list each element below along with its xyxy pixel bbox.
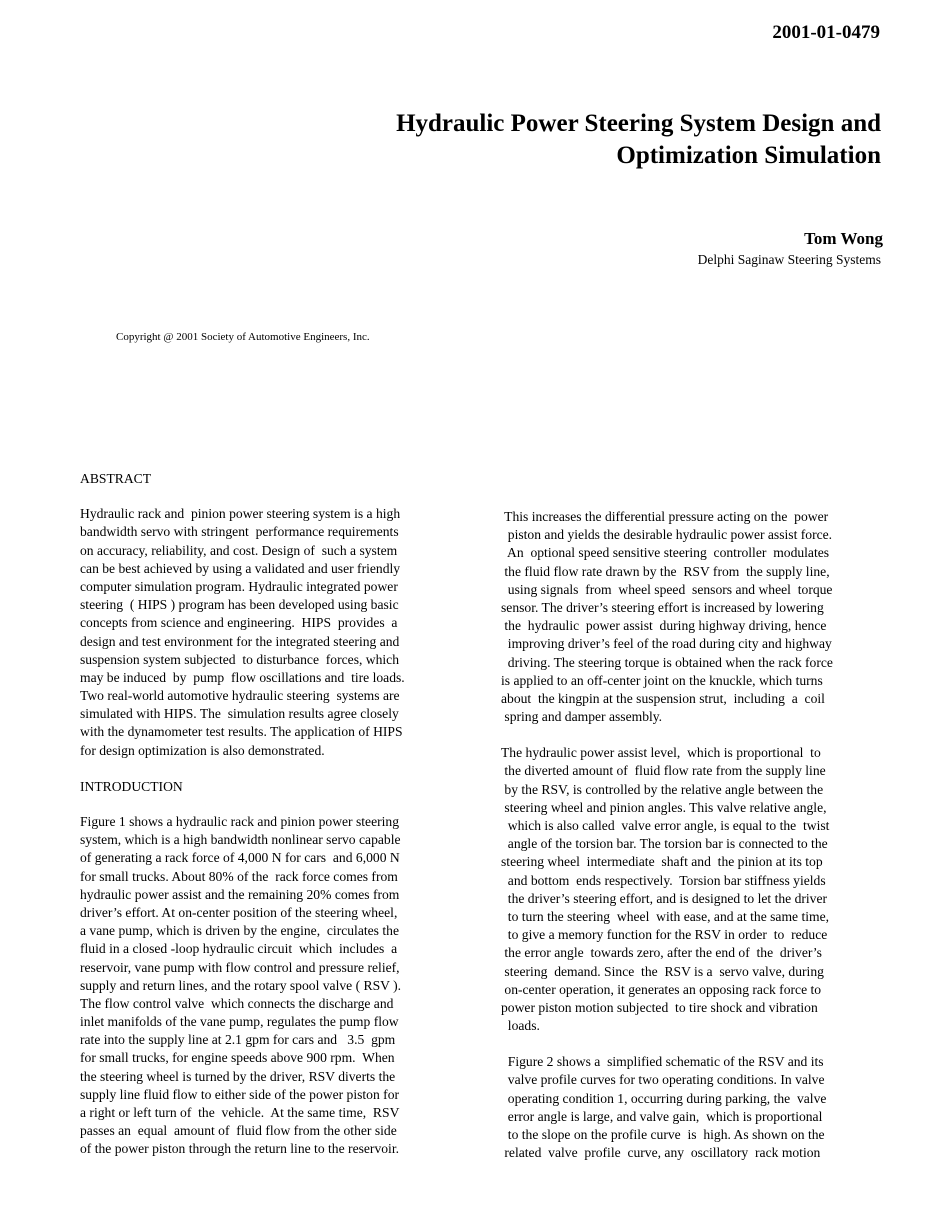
text-line: related valve profile curve, any oscillatory rack motion: [501, 1145, 821, 1161]
text-line: for design optimization is also demonstrated.: [80, 742, 325, 758]
text-line: spring and damper assembly.: [501, 709, 663, 725]
text-line: design and test environment for the integrated steering and: [80, 633, 400, 649]
text-line: the driver’s steering effort, and is designed to let the driver: [501, 890, 828, 906]
title-line: Hydraulic Power Steering System Design and: [396, 110, 881, 137]
author-affiliation: Delphi Saginaw Steering Systems: [697, 252, 881, 267]
text-line: concepts from science and engineering. HIPS provides a: [80, 615, 398, 631]
text-line: for small trucks. About 80% of the rack force comes from: [80, 868, 398, 884]
text-line: passes an equal amount of fluid flow from the other side: [80, 1123, 397, 1139]
text-line: simulated with HIPS. The simulation results agree closely: [80, 706, 399, 722]
paper-title: [261, 108, 881, 172]
text-line: computer simulation program. Hydraulic integrated power: [80, 578, 398, 594]
text-line: which is also called valve error angle, is equal to the twist: [501, 818, 830, 833]
text-line: fluid in a closed -loop hydraulic circuit which includes a: [80, 941, 398, 957]
text-line: to the slope on the profile curve is high. As shown on the: [501, 1127, 825, 1142]
text-line: rate into the supply line at 2.1 gpm for cars and 3.5 gpm: [80, 1032, 396, 1048]
text-line: The flow control valve which connects the discharge and: [80, 995, 394, 1011]
text-line: supply line fluid flow to either side of the power piston for: [80, 1086, 400, 1102]
body-paragraph: [501, 1053, 886, 1162]
text-line: Figure 1 shows a hydraulic rack and pinion power steering: [80, 814, 399, 830]
text-line: Hydraulic rack and pinion power steering system is a high: [80, 506, 401, 522]
text-line: the fluid flow rate drawn by the RSV from the supply line,: [501, 563, 830, 579]
text-line: bandwidth servo with stringent performance requirements: [80, 524, 399, 540]
text-line: to give a memory function for the RSV in order to reduce: [501, 927, 828, 943]
text-line: to turn the steering wheel with ease, and at the same time,: [501, 908, 830, 924]
text-line: the diverted amount of fluid flow rate from the supply line: [501, 763, 826, 779]
text-line: and bottom ends respectively. Torsion bar stiffness yields: [501, 872, 826, 888]
text-line: error angle is large, and valve gain, which is proportional: [501, 1108, 823, 1124]
text-line: This increases the differential pressure acting on the power: [501, 509, 829, 524]
text-line: An optional speed sensitive steering controller modulates: [501, 545, 830, 561]
text-line: steering wheel intermediate shaft and the pinion at its top: [501, 854, 823, 870]
text-line: inlet manifolds of the vane pump, regulates the pump flow: [80, 1014, 399, 1030]
text-line: about the kingpin at the suspension strut, including a coil: [501, 690, 825, 706]
text-line: angle of the torsion bar. The torsion bar is connected to the: [501, 836, 828, 852]
text-line: is applied to an off-center joint on the knuckle, which turns: [501, 672, 823, 688]
introduction-heading: INTRODUCTION: [80, 778, 183, 794]
text-line: power piston motion subjected to tire shock and vibration: [501, 999, 818, 1015]
title-line: Optimization Simulation: [616, 142, 881, 169]
abstract-paragraph: [80, 505, 460, 760]
text-line: steering ( HIPS ) program has been developed using basic: [80, 597, 399, 613]
text-line: a right or left turn of the vehicle. At the same time, RSV: [80, 1105, 400, 1121]
text-line: hydraulic power assist and the remaining 20% comes from: [80, 886, 400, 902]
text-line: steering wheel and pinion angles. This valve relative angle,: [501, 799, 827, 815]
text-line: may be induced by pump flow oscillations and tire loads.: [80, 669, 405, 685]
text-line: of generating a rack force of 4,000 N for cars and 6,000 N: [80, 850, 400, 866]
text-line: driver’s effort. At on-center position of the steering wheel,: [80, 904, 398, 920]
text-line: using signals from wheel speed sensors and wheel torque: [501, 581, 833, 597]
text-line: Figure 2 shows a simplified schematic of the RSV and its: [501, 1054, 824, 1070]
abstract-heading: ABSTRACT: [80, 471, 152, 486]
text-line: on accuracy, reliability, and cost. Design of such a system: [80, 542, 398, 558]
text-line: of the power piston through the return line to the reservoir.: [80, 1141, 399, 1157]
body-paragraph: [501, 508, 886, 726]
left-column: [80, 470, 460, 1177]
text-line: Two real-world automotive hydraulic steering systems are: [80, 688, 400, 704]
text-line: valve profile curves for two operating conditions. In valve: [501, 1072, 825, 1088]
text-line: improving driver’s feel of the road during city and highway: [501, 636, 832, 652]
text-line: reservoir, vane pump with flow control and pressure relief,: [80, 959, 400, 975]
right-column: [501, 508, 886, 1180]
text-line: the steering wheel is turned by the driver, RSV diverts the: [80, 1068, 396, 1084]
text-line: sensor. The driver’s steering effort is increased by lowering: [501, 599, 824, 615]
text-line: on-center operation, it generates an opposing rack force to: [501, 981, 822, 997]
text-line: supply and return lines, and the rotary spool valve ( RSV ).: [80, 977, 402, 993]
copyright-notice: Copyright @ 2001 Society of Automotive Engineers, Inc.: [116, 331, 370, 343]
text-line: suspension system subjected to disturbance forces, which: [80, 651, 400, 667]
text-line: with the dynamometer test results. The application of HIPS: [80, 724, 403, 740]
text-line: piston and yields the desirable hydraulic power assist force.: [501, 527, 833, 543]
body-paragraph: [501, 744, 886, 1035]
text-line: driving. The steering torque is obtained when the rack force: [501, 654, 833, 670]
text-line: for small trucks, for engine speeds above 900 rpm. When: [80, 1050, 395, 1066]
text-line: a vane pump, which is driven by the engine, circulates the: [80, 923, 399, 939]
paper-number: 2001-01-0479: [772, 22, 880, 43]
text-line: operating condition 1, occurring during parking, the valve: [501, 1090, 827, 1106]
text-line: the hydraulic power assist during highway driving, hence: [501, 618, 827, 634]
text-line: can be best achieved by using a validated and user friendly: [80, 560, 401, 576]
text-line: the error angle towards zero, after the end of the driver’s: [501, 945, 822, 961]
introduction-paragraph: [80, 813, 460, 1159]
text-line: system, which is a high bandwidth nonlinear servo capable: [80, 832, 401, 848]
text-line: The hydraulic power assist level, which is proportional to: [501, 745, 821, 761]
text-line: steering demand. Since the RSV is a servo valve, during: [501, 963, 824, 979]
text-line: loads.: [501, 1018, 540, 1034]
text-line: by the RSV, is controlled by the relative angle between the: [501, 781, 824, 797]
author-name: Tom Wong: [804, 229, 883, 248]
